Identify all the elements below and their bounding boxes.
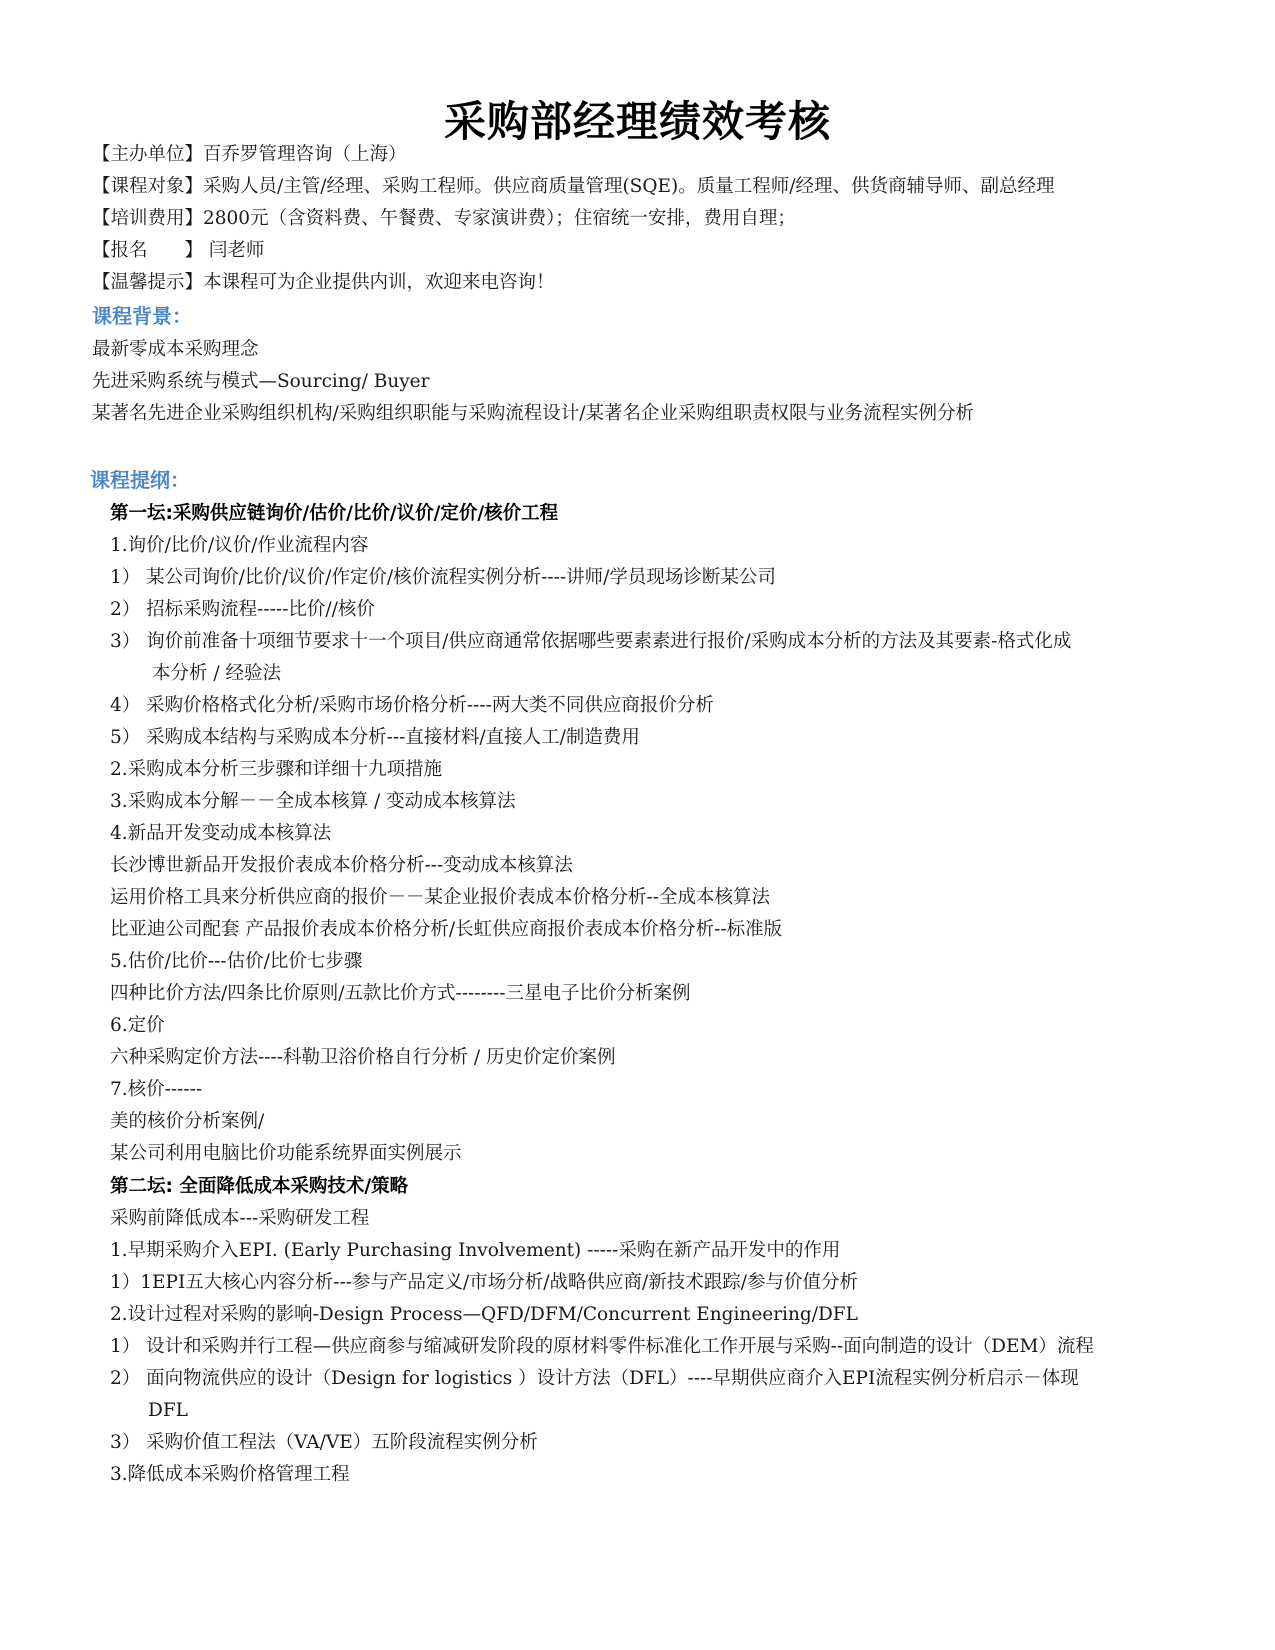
outline-line: 长沙博世新品开发报价表成本价格分析---变动成本核算法 [110, 855, 573, 876]
background-line: 先进采购系统与模式—Sourcing/ Buyer [92, 371, 430, 392]
info-fee: 【培训费用】2800元（含资料费、午餐费、专家演讲费）；住宿统一安排，费用自理； [92, 208, 796, 229]
outline-line: 某公司利用电脑比价功能系统界面实例展示 [110, 1143, 462, 1164]
outline-line: 3.采购成本分解－－全成本核算 / 变动成本核算法 [110, 791, 516, 812]
outline-line: 7.核价------ [110, 1079, 203, 1100]
outline-line: 2.设计过程对采购的影响-Design Process—QFD/DFM/Concurrent Engineering/DFL [110, 1304, 858, 1325]
outline-line: 4） 采购价格格式化分析/采购市场价格分析----两大类不同供应商报价分析 [110, 695, 714, 716]
info-audience: 【课程对象】采购人员/主管/经理、采购工程师。供应商质量管理(SQE)。质量工程师/经理、供货商辅导师、副总经理 [92, 176, 1055, 197]
background-heading: 课程背景： [92, 304, 192, 328]
outline-line: 5.估价/比价---估价/比价七步骤 [110, 951, 363, 972]
outline-line: 1）1EPI五大核心内容分析---参与产品定义/市场分析/战略供应商/新技术跟踪/参与价值分析 [110, 1272, 858, 1293]
background-line: 某著名先进企业采购组织机构/采购组织职能与采购流程设计/某著名企业采购组职责权限与业务流程实例分析 [92, 403, 974, 424]
info-registration: 【报名 】 闫老师 [92, 240, 265, 261]
outline-line: 2） 面向物流供应的设计（Design for logistics ）设计方法（DFL）----早期供应商介入EPI流程实例分析启示－体现 [110, 1368, 1079, 1389]
outline-line: 比亚迪公司配套 产品报价表成本价格分析/长虹供应商报价表成本价格分析--标准版 [110, 919, 783, 940]
outline-line: 1.早期采购介入EPI. (Early Purchasing Involvement) -----采购在新产品开发中的作用 [110, 1240, 841, 1261]
section-title: 第二坛: 全面降低成本采购技术/策略 [110, 1176, 409, 1197]
outline-line: 5） 采购成本结构与采购成本分析---直接材料/直接人工/制造费用 [110, 727, 640, 748]
background-line: 最新零成本采购理念 [92, 339, 259, 360]
outline-line: 六种采购定价方法----科勒卫浴价格自行分析 / 历史价定价案例 [110, 1047, 616, 1068]
outline-line: 1） 某公司询价/比价/议价/作定价/核价流程实例分析----讲师/学员现场诊断某公司 [110, 567, 776, 588]
outline-line: 1） 设计和采购并行工程—供应商参与缩减研发阶段的原材料零件标准化工作开展与采购--面向制造的设计（DEM）流程 [110, 1336, 1094, 1357]
outline-line-continuation: 本分析 / 经验法 [152, 663, 281, 684]
document-title: 采购部经理绩效考核 [443, 97, 831, 146]
outline-line-continuation: DFL [148, 1400, 188, 1421]
outline-line: 美的核价分析案例/ [110, 1111, 265, 1132]
info-tip: 【温馨提示】本课程可为企业提供内训，欢迎来电咨询！ [92, 272, 555, 293]
outline-line: 4.新品开发变动成本核算法 [110, 823, 332, 844]
outline-line: 3.降低成本采购价格管理工程 [110, 1464, 350, 1485]
outline-line: 运用价格工具来分析供应商的报价－－某企业报价表成本价格分析--全成本核算法 [110, 887, 771, 908]
section-title: 第一坛:采购供应链询价/估价/比价/议价/定价/核价工程 [110, 503, 559, 524]
outline-line: 2.采购成本分析三步骤和详细十九项措施 [110, 759, 443, 780]
outline-line: 3） 采购价值工程法（VA/VE）五阶段流程实例分析 [110, 1432, 538, 1453]
outline-line: 四种比价方法/四条比价原则/五款比价方式--------三星电子比价分析案例 [110, 983, 691, 1004]
outline-line: 采购前降低成本---采购研发工程 [110, 1208, 370, 1229]
outline-line: 1.询价/比价/议价/作业流程内容 [110, 535, 369, 556]
info-organizer: 【主办单位】百乔罗管理咨询（上海） [92, 144, 407, 165]
outline-heading: 课程提纲： [90, 468, 190, 492]
outline-line: 6.定价 [110, 1015, 165, 1036]
outline-line: 2） 招标采购流程-----比价//核价 [110, 599, 375, 620]
outline-line: 3） 询价前准备十项细节要求十一个项目/供应商通常依据哪些要素素进行报价/采购成本分析的方法及其要素-格式化成 [110, 631, 1072, 652]
